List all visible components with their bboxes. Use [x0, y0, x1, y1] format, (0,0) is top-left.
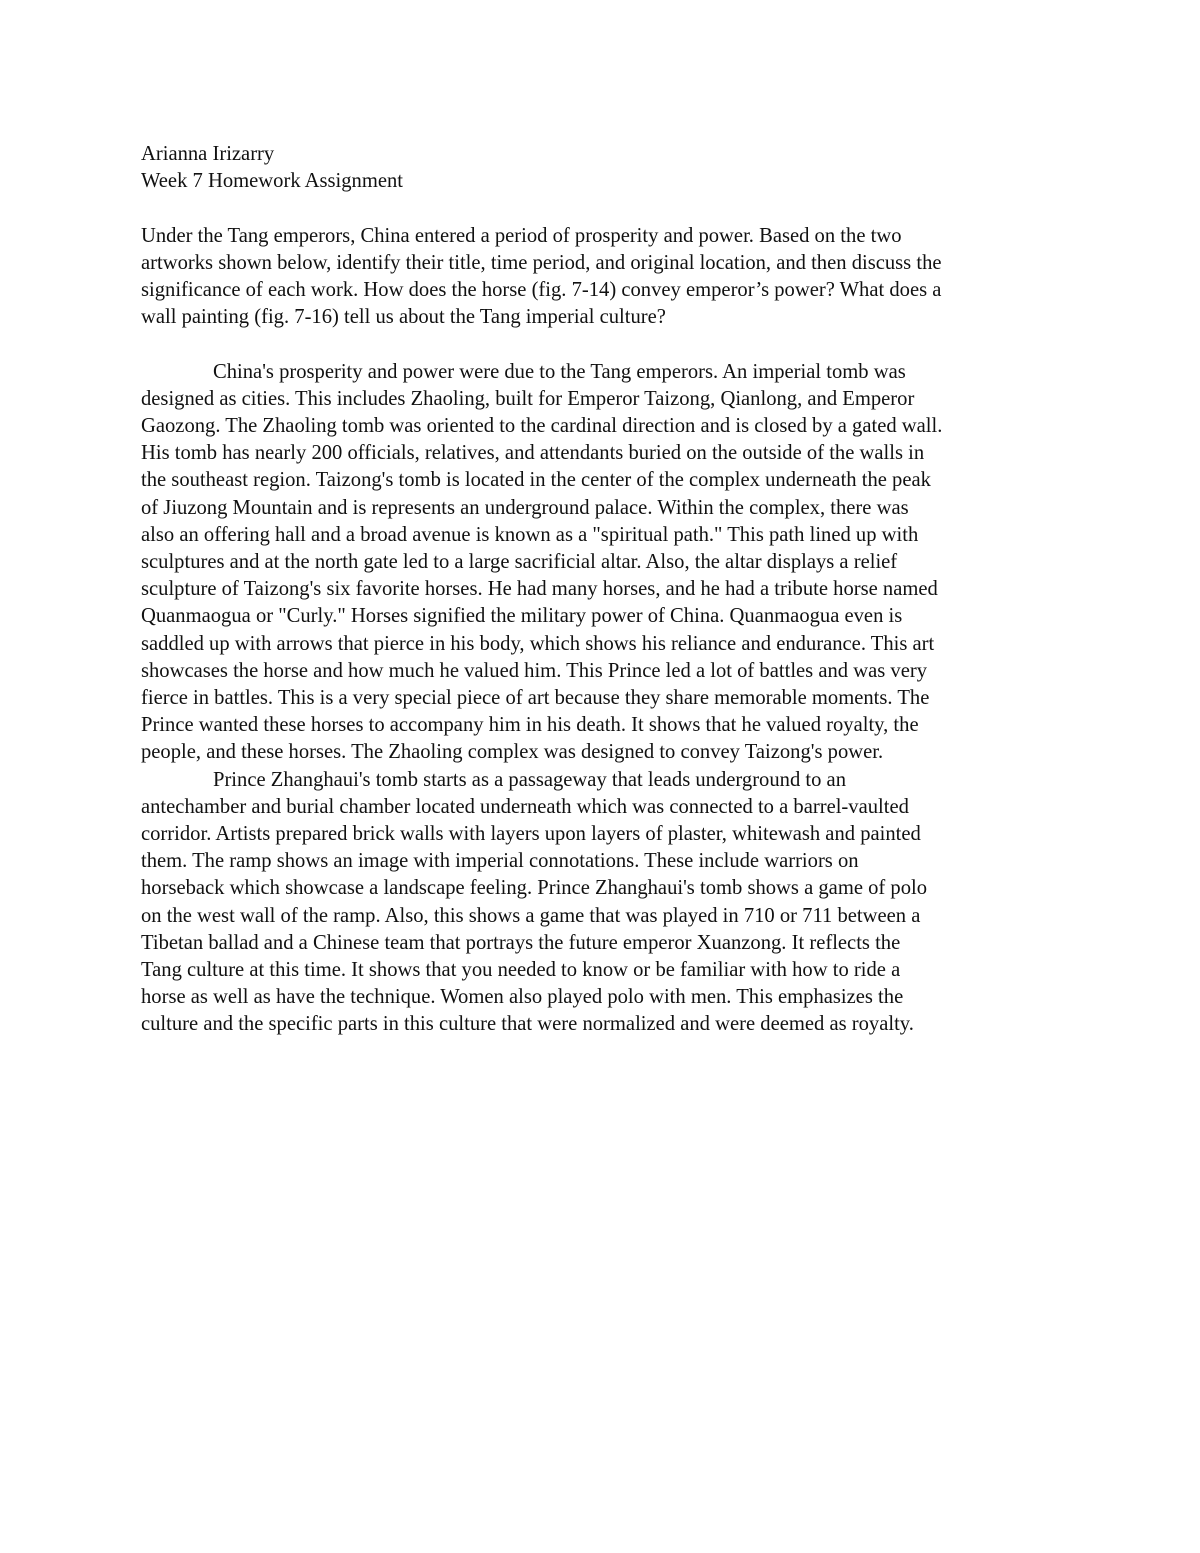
assignment-title: Week 7 Homework Assignment: [141, 170, 404, 193]
prompt-line: significance of each work. How does the horse (fig. 7-14) convey emperor’s power? What does a: [141, 279, 942, 301]
essay-line: the southeast region. Taizong's tomb is located in the center of the complex underneath the peak: [141, 469, 931, 492]
essay-line: His tomb has nearly 200 officials, relatives, and attendants buried on the outside of the walls in: [141, 442, 925, 465]
essay-line: antechamber and burial chamber located underneath which was connected to a barrel-vaulted: [141, 795, 909, 818]
essay-line: Prince Zhanghaui's tomb starts as a passageway that leads underground to an: [213, 768, 846, 791]
essay-line: showcases the horse and how much he valued him. This Prince led a lot of battles and was very: [141, 659, 927, 682]
essay-line: Tang culture at this time. It shows that you needed to know or be familiar with how to ride a: [141, 959, 901, 982]
essay-line: of Jiuzong Mountain and is represents an underground palace. Within the complex, there was: [141, 496, 909, 519]
essay-line: Tibetan ballad and a Chinese team that portrays the future emperor Xuanzong. It reflects the: [141, 931, 901, 954]
prompt-line: Under the Tang emperors, China entered a period of prosperity and power. Based on the two: [141, 224, 902, 247]
essay-line: horse as well as have the technique. Women also played polo with men. This emphasizes the: [141, 986, 904, 1009]
essay-line: sculptures and at the north gate led to a large sacrificial altar. Also, the altar displays a relief: [141, 551, 898, 574]
essay-line: on the west wall of the ramp. Also, this shows a game that was played in 710 or 711 between a: [141, 904, 921, 927]
essay-line: corridor. Artists prepared brick walls with layers upon layers of plaster, whitewash and painted: [141, 823, 921, 846]
essay-line: culture and the specific parts in this culture that were normalized and were deemed as royalty.: [141, 1013, 914, 1036]
document-page: [141, 141, 1071, 1039]
essay-line: China's prosperity and power were due to the Tang emperors. An imperial tomb was: [213, 360, 906, 383]
essay-paragraph-2: [141, 767, 1071, 1039]
essay-line: also an offering hall and a broad avenue is known as a "spiritual path." This path lined up with: [141, 523, 919, 546]
essay-line: saddled up with arrows that pierce in his body, which shows his reliance and endurance. This art: [141, 632, 935, 655]
author-name: Arianna Irizarry: [141, 143, 275, 165]
essay-line: designed as cities. This includes Zhaoling, built for Emperor Taizong, Qianlong, and Emperor: [141, 387, 915, 410]
prompt-line: artworks shown below, identify their title, time period, and original location, and then discuss the: [141, 251, 942, 274]
assignment-prompt: [141, 223, 1071, 332]
prompt-line: wall painting (fig. 7-16) tell us about the Tang imperial culture?: [141, 306, 666, 329]
essay-line: people, and these horses. The Zhaoling complex was designed to convey Taizong's power.: [141, 741, 884, 764]
essay-line: sculpture of Taizong's six favorite horses. He had many horses, and he had a tribute horse named: [141, 578, 938, 601]
essay-line: horseback which showcase a landscape feeling. Prince Zhanghaui's tomb shows a game of polo: [141, 877, 928, 900]
blank-line: [141, 331, 1071, 358]
essay-paragraph-1: [141, 359, 1071, 767]
blank-line: [141, 195, 1071, 222]
essay-line: Prince wanted these horses to accompany him in his death. It shows that he valued royalty, the: [141, 714, 919, 737]
essay-line: them. The ramp shows an image with imperial connotations. These include warriors on: [141, 850, 859, 873]
essay-line: fierce in battles. This is a very special piece of art because they share memorable moments. The: [141, 687, 930, 710]
essay-line: Quanmaogua or "Curly." Horses signified the military power of China. Quanmaogua even is: [141, 605, 903, 628]
essay-line: Gaozong. The Zhaoling tomb was oriented to the cardinal direction and is closed by a gated wall.: [141, 415, 943, 437]
